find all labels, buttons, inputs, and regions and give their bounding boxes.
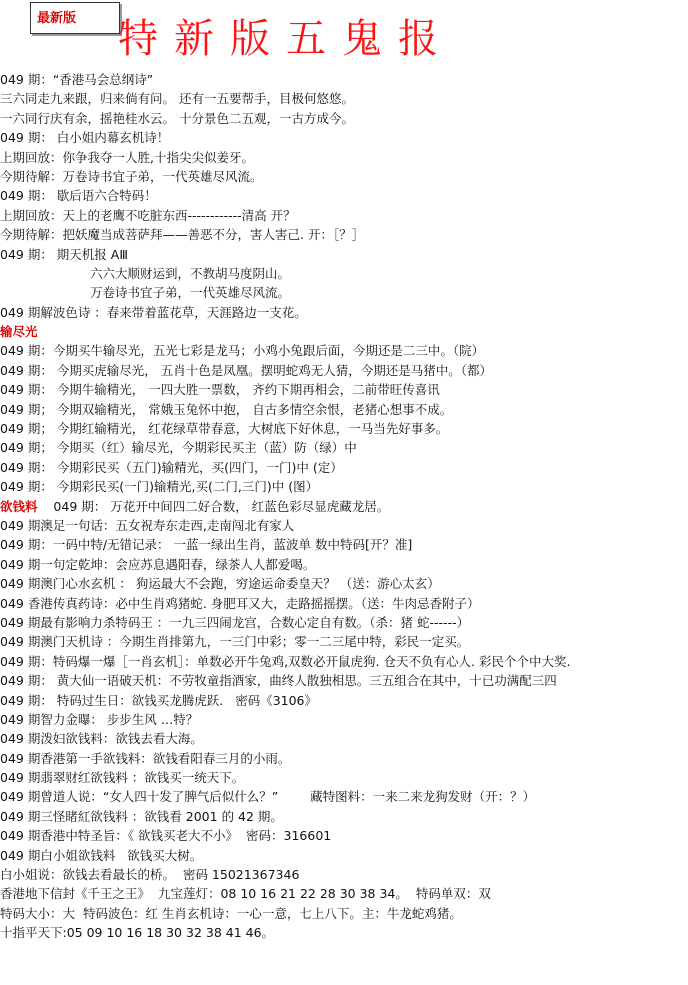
line-text: 049 期： 期天机报 AⅢ	[0, 246, 128, 262]
bulletin-line	[0, 148, 688, 167]
line-text: 今期待解：万卷诗书宜子弟，一代英雄尽风流。	[0, 168, 263, 184]
line-text: 049 期最有影响力杀特码王 ：一九三四闹龙宫，合数心定自有数。（杀：猪 蛇------）	[0, 614, 470, 630]
line-text: 049 期：特码爆一爆［一肖玄机］：单数必开牛兔鸡,双数必开鼠虎狗. 仓天不负有心人. 彩民个个中大奖.	[0, 653, 571, 669]
line-text: 049 期翡翠财红欲钱料 ：欲钱买一统天下。	[0, 770, 245, 786]
bulletin-line	[0, 787, 688, 806]
line-text: 049 期曾道人说：“女人四十发了脾气后似什么？” 藏特图料：一来二来龙狗发财（开：？）	[0, 789, 536, 805]
bulletin-line	[0, 865, 688, 884]
line-text: 六六大顺财运到，不教胡马度阴山。	[90, 265, 291, 281]
bulletin-line	[0, 225, 688, 244]
bulletin-line	[0, 691, 688, 710]
line-text: 049 期： 今期买虎输尽光， 五肖十色是凤凰。摆明蛇鸡无人猜，今期还是马猪中。（都）	[0, 362, 493, 378]
bulletin-line	[0, 419, 688, 438]
latest-edition-tag	[30, 2, 120, 34]
line-text: 049 期泼妇欲钱料：欲钱去看大海。	[0, 731, 203, 747]
line-text: 049 期白小姐欲钱料 欲钱买大树。	[0, 847, 203, 863]
line-text: 049 期香港中特圣旨：《 欲钱买老大不小》 密码：316601	[0, 828, 332, 844]
bulletin-line	[0, 904, 688, 923]
line-text: 香港地下信封《千王之王》 九宝莲灯：08 10 16 21 22 28 30 38 34。 特码单双：双	[0, 886, 491, 902]
bulletin-line	[0, 361, 688, 380]
bulletin-line	[0, 574, 688, 593]
line-text: 万卷诗书宜子弟，一代英雄尽风流。	[90, 285, 291, 301]
line-text: 049 期； 今期买（红）输尽光，今期彩民买主（蓝）防（绿）中	[0, 440, 357, 456]
line-text: 049 期澳足一句话：五女祝寿东走西,走南闯北有家人	[0, 517, 295, 533]
bulletin-line	[0, 458, 688, 477]
line-text: 上期回放：你争我夺一人胜,十指尖尖似姜牙。	[0, 149, 254, 165]
line-text: 049 期智力金曝： 步步生风 …特？	[0, 711, 199, 727]
section-label: 输尽光	[0, 324, 38, 340]
bulletin-line	[0, 264, 688, 283]
line-text: 049 期三怪睹紅欲钱料 ：欲钱看 2001 的 42 期。	[0, 808, 283, 824]
line-text: 049 期一句定乾坤：会应苏息遇阳春，绿茶人人都爱喝。	[0, 556, 316, 572]
bulletin-line	[0, 70, 688, 89]
line-text: 049 期： 特码过生日：欲钱买龙腾虎跃. 密码《3106》	[0, 692, 318, 708]
bulletin-line	[0, 186, 688, 205]
line-text: 三六同走九来跟，归来倘有问。 还有一五要帮手，目极何悠悠。	[0, 91, 354, 107]
line-text: 049 期： 白小姐内幕玄机诗！	[0, 130, 170, 146]
bulletin-line	[0, 477, 688, 496]
line-text: 上期回放：天上的老鹰不吃脏东西------------清高 开？	[0, 207, 296, 223]
bulletin-line	[0, 109, 688, 128]
bulletin-line	[0, 807, 688, 826]
line-text: 049 期： 歇后语六合特码！	[0, 188, 157, 204]
bulletin-line	[0, 206, 688, 225]
line-text: 049 期： 今期牛输精光， 一四大胜一票数， 齐约下期再相会，二前带旺传喜讯	[0, 382, 440, 398]
bulletin-line	[0, 341, 688, 360]
bulletin-line	[0, 535, 688, 554]
line-text: 今期待解：把妖魔当成菩萨拜——善恶不分，害人害己. 开：［？］	[0, 227, 365, 243]
line-text: 049 期香港第一手欲钱料：欲钱看阳春三月的小雨。	[0, 750, 291, 766]
bulletin-line	[0, 497, 688, 516]
line-text: 049 期：今期买牛输尽光，五光七彩是龙马；小鸡小兔跟后面，今期还是二三中。（院）	[0, 343, 485, 359]
line-text: 049 期： 今期彩民买(一门)输精光,买(二门,三门)中 (图）	[0, 479, 319, 495]
page-title: 特新版五鬼报	[118, 16, 454, 62]
bulletin-line	[0, 729, 688, 748]
line-text: 049 期： 今期彩民买（五门)输精光，买(四门，一门)中 (定）	[0, 459, 343, 475]
bulletin-line	[0, 613, 688, 632]
bulletin-line	[0, 710, 688, 729]
bulletin-line	[0, 846, 688, 865]
line-text: 049 期； 今期双输精光， 常娥玉兔怀中抱， 自古多情空余恨，老猪心想事不成。	[0, 401, 453, 417]
bulletin-line	[0, 167, 688, 186]
line-text: 049 期： 黄大仙一语破天机：不劳牧童指酒家，曲终人散独相思。三五组合在其中，十已功满配三四	[0, 673, 557, 689]
bulletin-line	[0, 749, 688, 768]
bulletin-line	[0, 826, 688, 845]
bulletin-line	[0, 923, 688, 942]
bulletin-line	[0, 671, 688, 690]
line-text: 049 期解波色诗 ：春来带着蓝花草，天涯路边一支花。	[0, 304, 307, 320]
bulletin-line	[0, 322, 688, 341]
bulletin-line	[0, 400, 688, 419]
bulletin-line	[0, 632, 688, 651]
line-text: 049 期： 万花开中间四二好合数， 红蓝色彩尽显虎藏龙居。	[37, 498, 390, 514]
bulletin-line	[0, 380, 688, 399]
line-text: 049 香港传真药诗：必中生肖鸡猪蛇. 身肥耳又大，走路摇摇摆。（送：牛肉忌香附子）	[0, 595, 480, 611]
bulletin-line	[0, 89, 688, 108]
line-text: 049 期：“香港马会总纲诗”	[0, 72, 154, 87]
bulletin-line	[0, 303, 688, 322]
bulletin-line	[0, 884, 688, 903]
bulletin-line	[0, 594, 688, 613]
latest-edition-label: 最新版	[37, 11, 77, 26]
section-label: 欲钱料	[0, 498, 38, 514]
line-text: 十指平天下:05 09 10 16 18 30 32 38 41 46。	[0, 925, 275, 941]
line-text: 049 期澳门天机诗 ：今期生肖排第九，一三门中彩；零一二三尾中特，彩民一定买。	[0, 634, 470, 650]
line-text: 049 期； 今期红输精光， 红花绿草带春意，大树底下好休息，一马当先好事多。	[0, 421, 449, 437]
bulletin-line	[0, 438, 688, 457]
line-text: 一六同行庆有余，摇艳桂水云。 十分景色二五观，一古方成今。	[0, 110, 354, 126]
bulletin-line	[0, 283, 688, 302]
bulletin-line	[0, 555, 688, 574]
line-text: 白小姐说：欲钱去看最长的桥。 密码 15021367346	[0, 867, 300, 883]
bulletin-line	[0, 516, 688, 535]
bulletin-lines	[0, 70, 688, 943]
line-text: 特码大小：大 特码波色：红 生肖玄机诗：一心一意，七上八下。主：牛龙蛇鸡猪。	[0, 905, 462, 921]
line-text: 049 期：一码中特/无错记录： 一蓝一绿出生肖，蓝波单 数中特码[开？准]	[0, 537, 413, 553]
bulletin-line	[0, 768, 688, 787]
bulletin-line	[0, 245, 688, 264]
line-text: 049 期澳门心水玄机 ： 狗运最大不会跑，穷途运命委皇天？ （送：游心太玄）	[0, 576, 440, 592]
bulletin-line	[0, 128, 688, 147]
bulletin-line	[0, 652, 688, 671]
